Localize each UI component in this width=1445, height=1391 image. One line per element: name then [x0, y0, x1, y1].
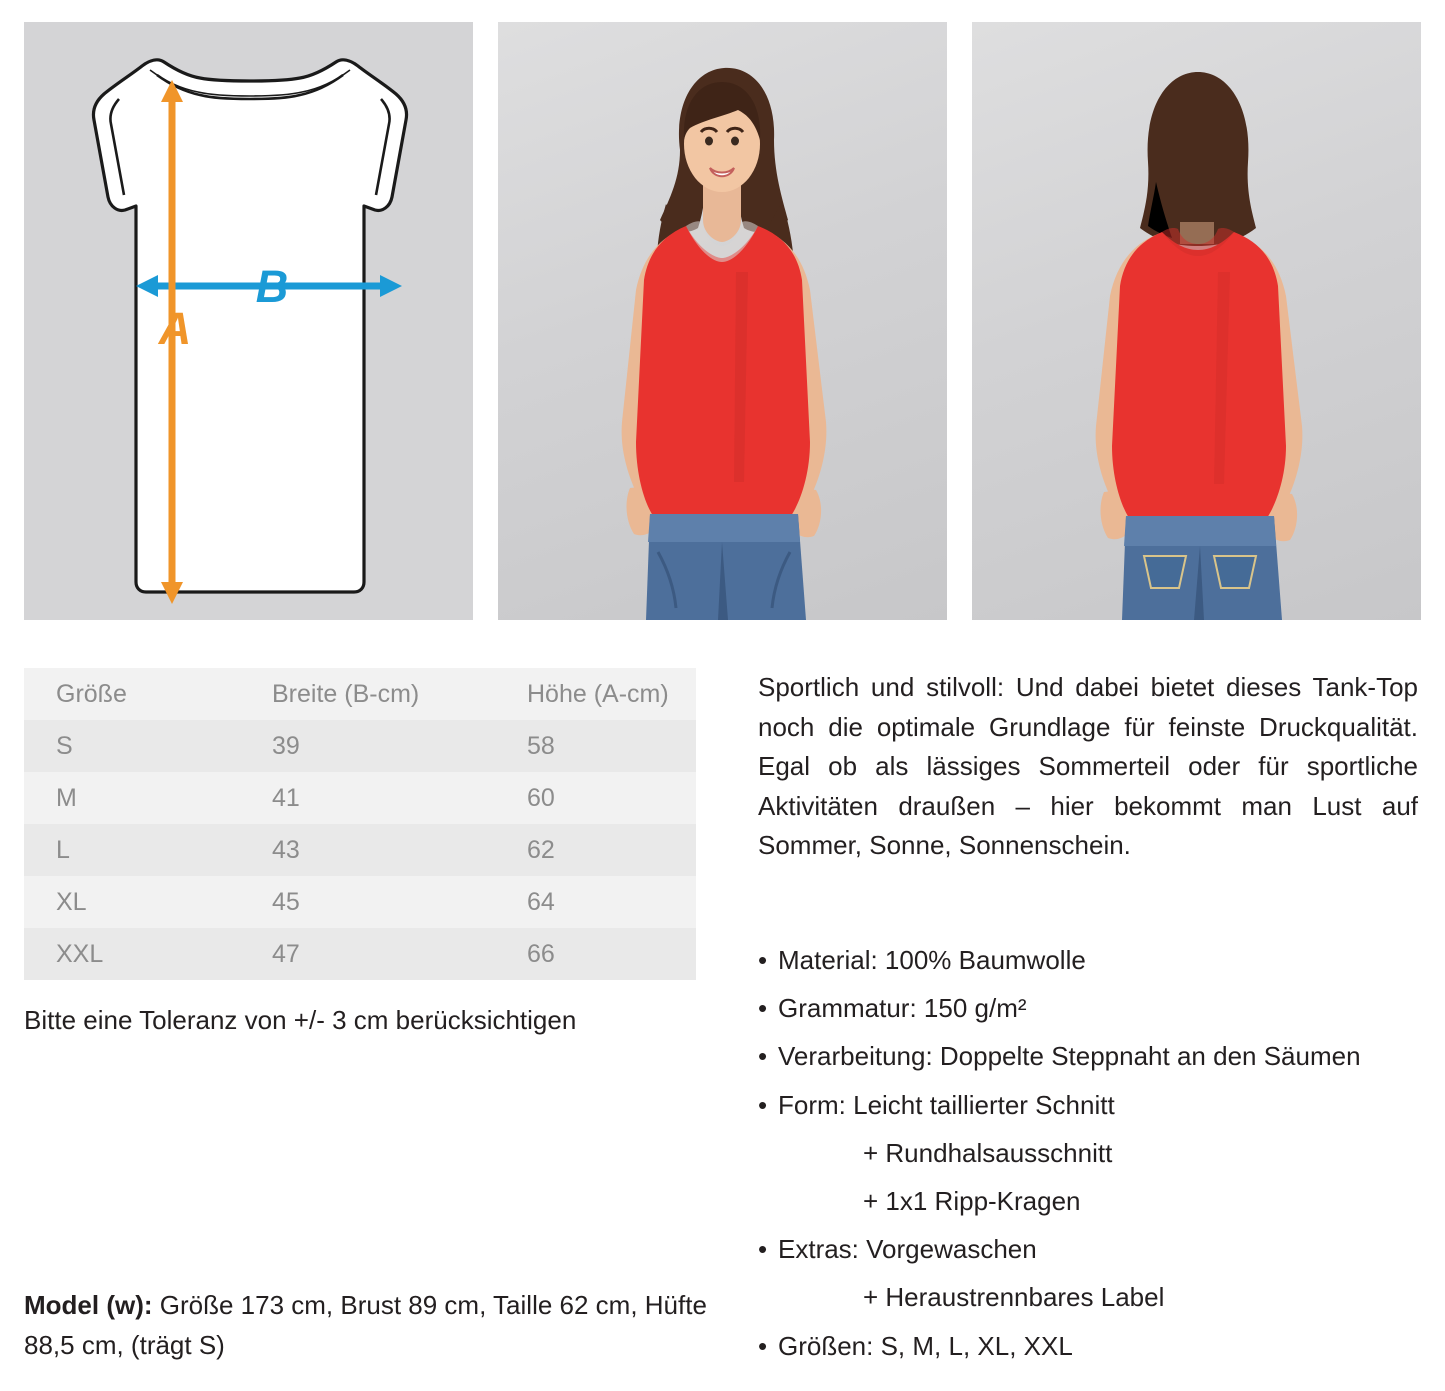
tolerance-note: Bitte eine Toleranz von +/- 3 cm berücksichtigen: [24, 1005, 577, 1035]
feature-subitem: + Rundhalsausschnitt: [863, 1137, 1113, 1168]
table-row: [24, 824, 696, 876]
cell-size: S: [56, 731, 73, 760]
model-measurements-note: [24, 1285, 724, 1366]
table-row: [24, 720, 696, 772]
size-chart-table: [24, 668, 696, 980]
cell-size: XL: [56, 887, 87, 916]
product-features-list: [758, 945, 1438, 1379]
feature-item: [758, 1090, 1438, 1121]
feature-subitem: + 1x1 Ripp-Kragen: [863, 1185, 1081, 1216]
cell-height: 66: [527, 939, 555, 968]
cell-size: XXL: [56, 939, 104, 968]
cell-height: 58: [527, 731, 555, 760]
model-back-illustration: [972, 22, 1421, 620]
bullet-icon: •: [758, 1089, 768, 1120]
feature-subitem: + Heraustrennbares Label: [863, 1282, 1165, 1313]
table-row: [24, 876, 696, 928]
bullet-icon: •: [758, 945, 768, 975]
cell-width: 39: [272, 731, 300, 760]
column-header-width: Breite (B-cm): [272, 679, 420, 708]
feature-text: Material: 100% Baumwolle: [778, 945, 1086, 975]
bullet-icon: •: [758, 1330, 768, 1361]
product-description: Sportlich und stilvoll: Und dabei bietet dieses Tank-Top noch die optimale Grundlage für feinste Druckqualität. Egal ob als lässiges Sommerteil oder für sportliche Aktivitäten draußen – hier bekommt man Lust auf Sommer, Sonne, Sonnenschein.: [758, 672, 1418, 861]
cell-width: 43: [272, 835, 300, 864]
model-front-illustration: [498, 22, 947, 620]
label-a: A: [158, 303, 192, 354]
feature-item: [758, 1234, 1438, 1265]
cell-height: 62: [527, 835, 555, 864]
feature-text: Verarbeitung: Doppelte Steppnaht an den Säumen: [778, 1041, 1361, 1072]
cell-height: 64: [527, 887, 555, 916]
column-header-size: Größe: [56, 679, 127, 708]
product-image-row: [24, 22, 1421, 620]
table-row: [24, 928, 696, 980]
cell-size: M: [56, 783, 77, 812]
feature-item: [758, 945, 1438, 976]
column-header-height: Höhe (A-cm): [527, 679, 669, 708]
cell-width: 47: [272, 939, 300, 968]
feature-text: Form: Leicht taillierter Schnitt: [778, 1089, 1115, 1120]
feature-item: [758, 1331, 1438, 1362]
cell-width: 41: [272, 783, 300, 812]
tank-top-measurement-diagram: [24, 22, 473, 620]
feature-text: Größen: S, M, L, XL, XXL: [778, 1330, 1073, 1361]
model-label: Model (w):: [24, 1290, 153, 1320]
bullet-icon: •: [758, 993, 768, 1024]
bullet-icon: •: [758, 1234, 768, 1265]
model-measurements-text: Größe 173 cm, Brust 89 cm, Taille 62 cm, Hüfte 88,5 cm, (trägt S): [24, 1290, 707, 1361]
back-view-photo: [972, 22, 1421, 620]
feature-text: Grammatur: 150 g/m²: [778, 993, 1027, 1024]
label-b: B: [255, 261, 289, 312]
cell-size: L: [56, 835, 70, 864]
feature-text: Extras: Vorgewaschen: [778, 1234, 1037, 1265]
feature-item: [758, 1041, 1438, 1072]
feature-item: [758, 993, 1438, 1024]
table-row: [24, 772, 696, 824]
bullet-icon: •: [758, 1041, 768, 1072]
table-header-row: [24, 668, 696, 720]
technical-drawing-card: [24, 22, 473, 620]
front-view-photo: [498, 22, 947, 620]
cell-width: 45: [272, 887, 300, 916]
cell-height: 60: [527, 783, 555, 812]
